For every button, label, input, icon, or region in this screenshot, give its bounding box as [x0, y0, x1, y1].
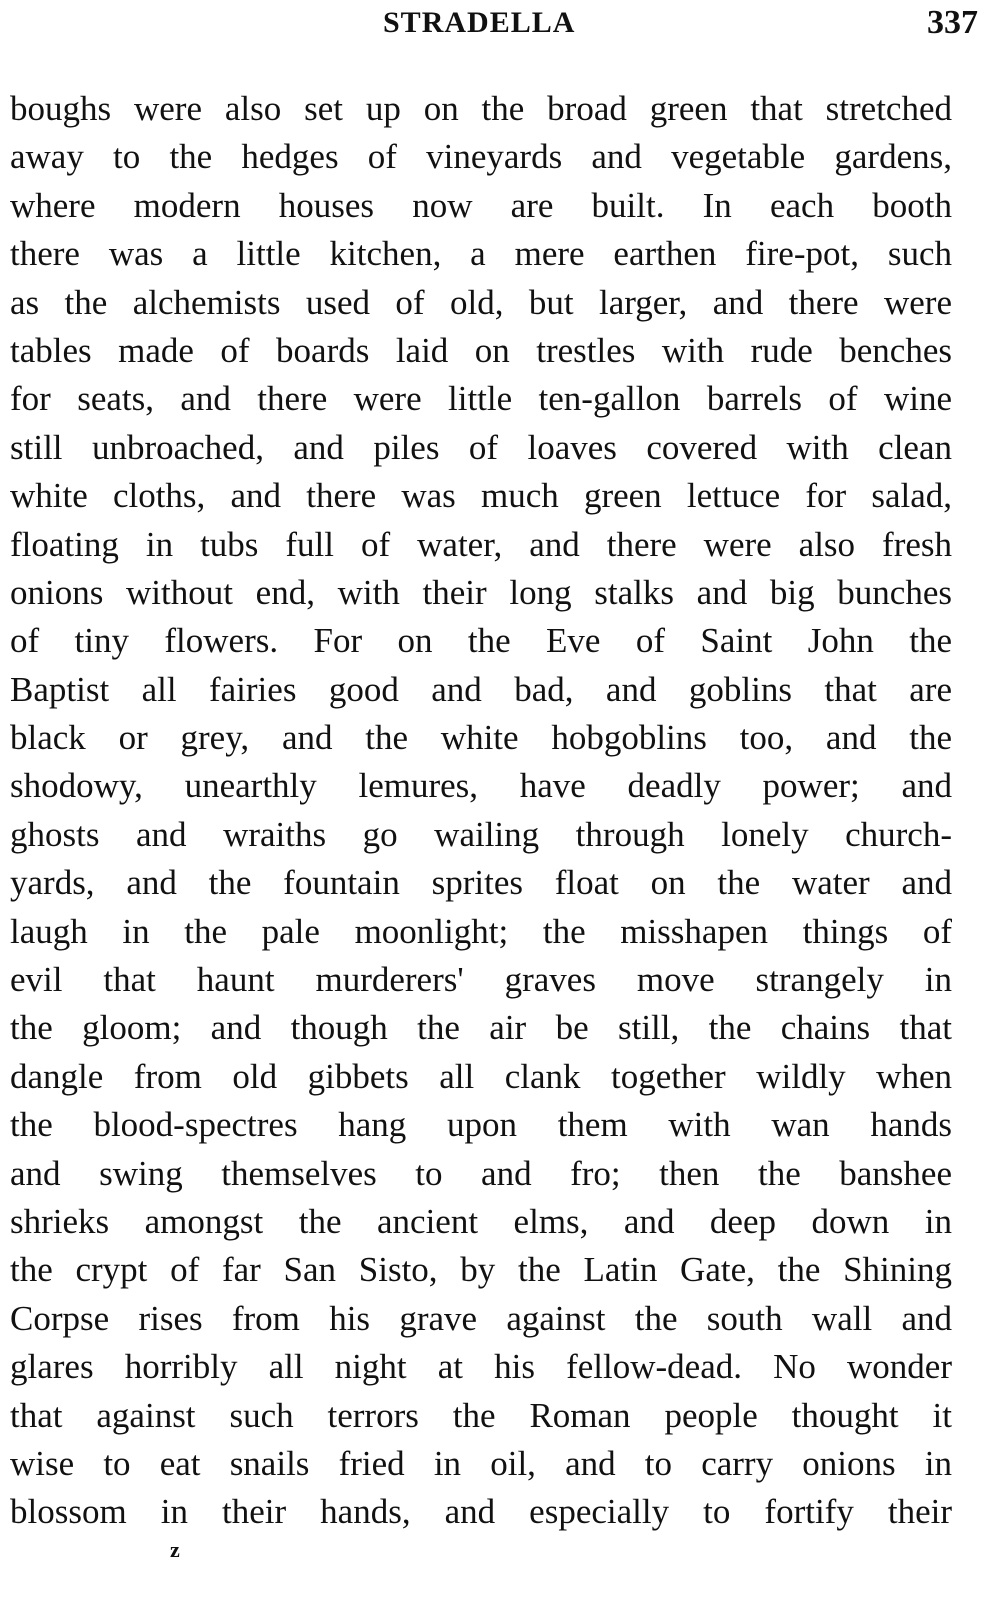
page-number: 337 — [927, 4, 978, 41]
body-text — [10, 85, 952, 1537]
text-line: the blood-spectres hang upon them with wan hands — [10, 1105, 952, 1145]
text-line: shodowy, unearthly lemures, have deadly power; and — [10, 766, 952, 806]
running-head — [0, 0, 1000, 50]
signature-mark: z — [170, 1537, 180, 1562]
text-line: black or grey, and the white hobgoblins too, and the — [10, 718, 952, 758]
text-line: the crypt of far San Sisto, by the Latin Gate, the Shining — [10, 1250, 952, 1290]
text-line: away to the hedges of vineyards and vegetable gardens, — [10, 137, 952, 177]
text-line: floating in tubs full of water, and there were also fresh — [10, 524, 952, 564]
text-line: that against such terrors the Roman people thought it — [10, 1395, 952, 1435]
text-line: ghosts and wraiths go wailing through lonely church- — [10, 814, 952, 854]
text-line: tables made of boards laid on trestles with rude benches — [10, 330, 952, 370]
running-title: STRADELLA — [383, 6, 576, 39]
text-line: Corpse rises from his grave against the south wall and — [10, 1298, 952, 1338]
text-line: laugh in the pale moonlight; the misshapen things of — [10, 911, 952, 951]
text-line: there was a little kitchen, a mere earthen fire-pot, such — [10, 234, 952, 274]
text-line: wise to eat snails fried in oil, and to carry onions in — [10, 1443, 952, 1483]
text-line: boughs were also set up on the broad green that stretched — [10, 89, 952, 128]
text-line: onions without end, with their long stalks and big bunches — [10, 572, 952, 612]
text-line: the gloom; and though the air be still, the chains that — [10, 1008, 952, 1048]
text-line: glares horribly all night at his fellow-dead. No wonder — [10, 1347, 952, 1387]
text-line: shrieks amongst the ancient elms, and deep down in — [10, 1201, 952, 1241]
text-line: where modern houses now are built. In each booth — [10, 185, 952, 225]
text-line: yards, and the fountain sprites float on the water and — [10, 863, 952, 903]
text-line: blossom in their hands, and especially to fortify their — [10, 1492, 952, 1532]
text-line: evil that haunt murderers' graves move strangely in — [10, 960, 952, 1000]
text-line: dangle from old gibbets all clank together wildly when — [10, 1056, 952, 1096]
text-line: white cloths, and there was much green lettuce for salad, — [10, 476, 952, 516]
text-line: and swing themselves to and fro; then the banshee — [10, 1153, 952, 1193]
text-line: Baptist all fairies good and bad, and goblins that are — [10, 669, 952, 709]
text-line: as the alchemists used of old, but larger, and there were — [10, 282, 952, 322]
text-line: of tiny flowers. For on the Eve of Saint John the — [10, 621, 952, 661]
text-line: still unbroached, and piles of loaves covered with clean — [10, 427, 952, 467]
text-line: for seats, and there were little ten-gallon barrels of wine — [10, 379, 952, 419]
